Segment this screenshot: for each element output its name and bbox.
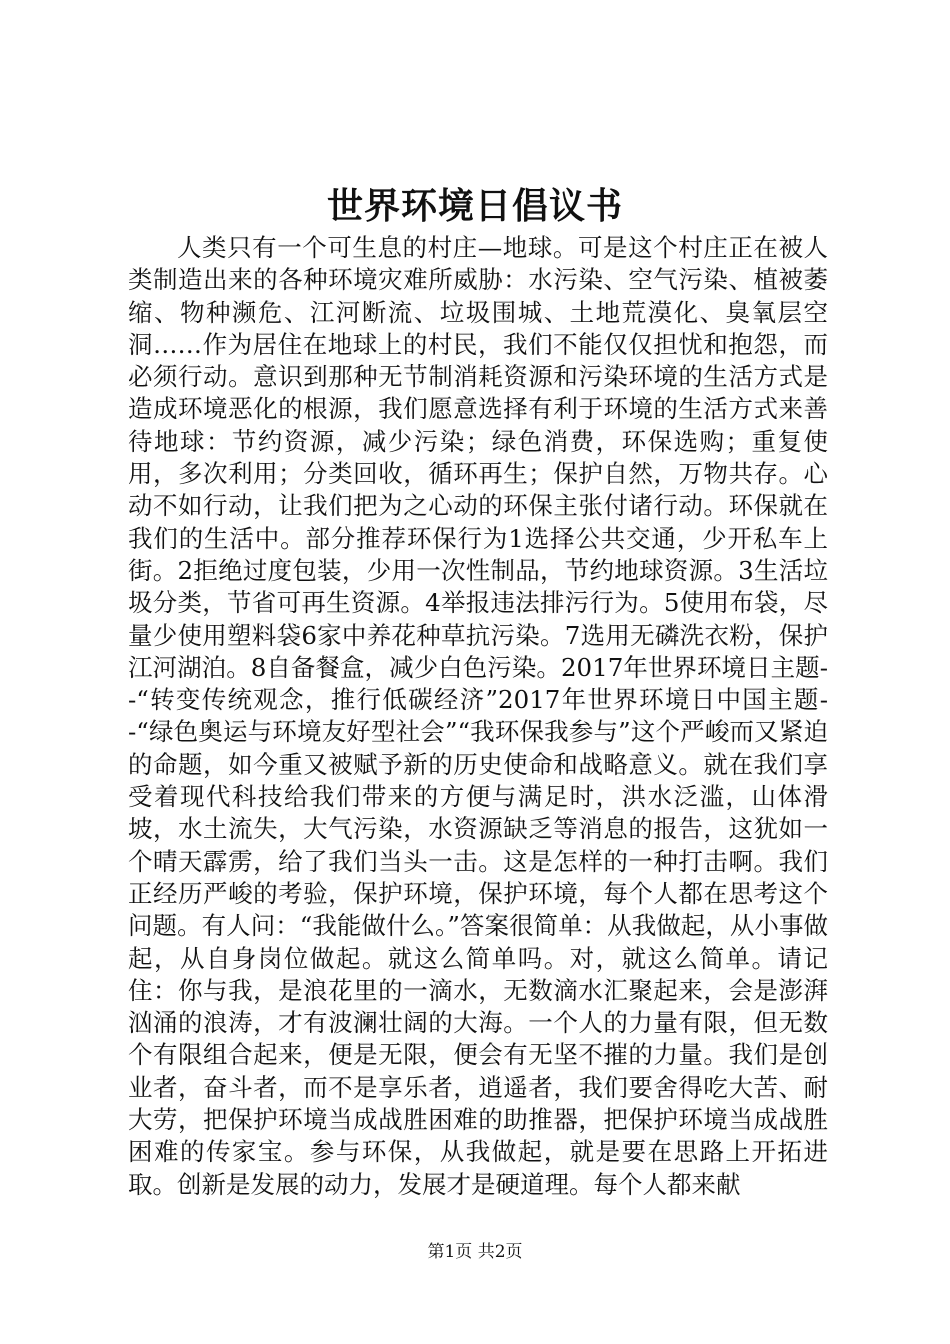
document-title: 世界环境日倡议书 (326, 185, 623, 227)
page-number-footer: 第1页 共2页 (427, 1242, 523, 1262)
document-body-paragraph: 人类只有一个可生息的村庄—地球。可是这个村庄正在被人类制造出来的各种环境灾难所威胁：水污染、空气污染、植被萎缩、物种濒危、江河断流、垃圾围城、土地荒漠化、臭氧层空洞……作为居住在地球上的村民，我们不能仅仅担忧和抱怨，而必须行动。意识到那种无节制消耗资源和污染环境的生活方式是造成环境恶化的根源，我们愿意选择有利于环境的生活方式来善待地球：节约资源，减少污染；绿色消费，环保选购；重复使用，多次利用；分类回收，循环再生；保护自然，万物共存。心动不如行动，让我们把为之心动的环保主张付诸行动。环保就在我们的生活中。部分推荐环保行为1选择公共交通，少开私车上街。2拒绝过度包装，少用一次性制品，节约地球资源。3生活垃圾分类，节省可再生资源。4举报违法排污行为。5使用布袋，尽量少使用塑料袋6家中养花种草抗污染。7选用无磷洗衣粉，保护江河湖泊。8自备餐盒，减少白色污染。2017年世界环境日主题--“转变传统观念，推行低碳经济”2017年世界环境日中国主题--“绿色奥运与环境友好型社会”“我环保我参与”这个严峻而又紧迫的命题，如今重又被赋予新的历史使命和战略意义。就在我们享受着现代科技给我们带来的方便与满足时，洪水泛滥，山体滑坡，水土流失，大气污染，水资源缺乏等消息的报告，这犹如一个晴天霹雳，给了我们当头一击。这是怎样的一种打击啊。我们正经历严峻的考验，保护环境，保护环境，每个人都在思考这个问题。有人问：“我能做什么。”答案很简单：从我做起，从小事做起，从自身岗位做起。就这么简单吗。对，就这么简单。请记住：你与我，是浪花里的一滴水，无数滴水汇聚起来，会是澎湃汹涌的浪涛，才有波澜壮阔的大海。一个人的力量有限，但无数个有限组合起来，便是无限，便会有无坚不摧的力量。我们是创业者，奋斗者，而不是享乐者，逍遥者，我们要舍得吃大苦、耐大劳，把保护环境当成战胜困难的助推器，把保护环境当成战胜困难的传家宝。参与环保，从我做起，就是要在思路上开拓进取。创新是发展的动力，发展才是硬道理。每个人都来献 (128, 233, 828, 1199)
